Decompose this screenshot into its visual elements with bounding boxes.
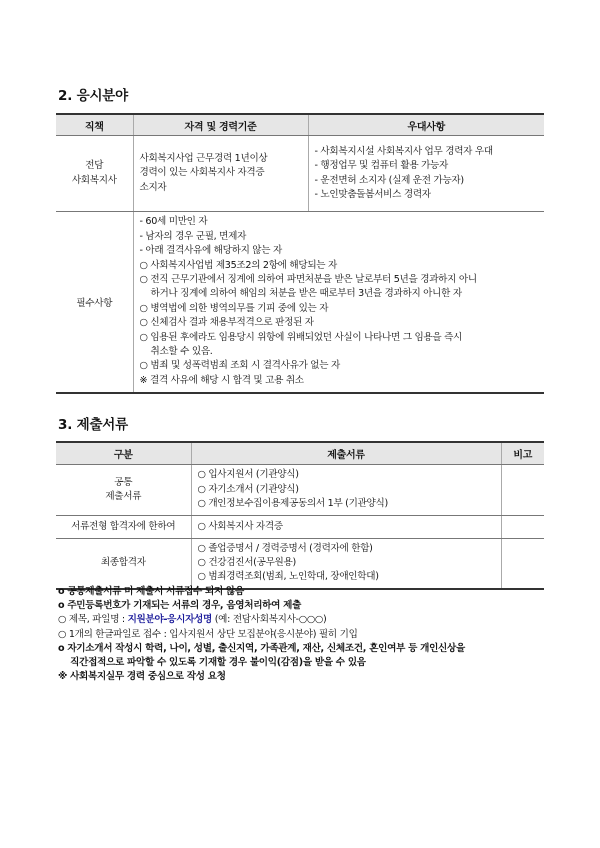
header-qualification: 자격 및 경력기준	[133, 114, 308, 136]
category-cell: 공통 제출서류	[56, 465, 191, 516]
remarks-cell	[501, 539, 544, 589]
category-cell: 서류전형 합격자에 한하여	[56, 516, 191, 539]
header-preferred: 우대사항	[308, 114, 544, 136]
note-line: o 자기소개서 작성시 학력, 나이, 성별, 출신지역, 가족관계, 재산, 신체조건, 혼인여부 등 개인신상을	[58, 642, 465, 654]
section-2-title: 2. 응시분야	[58, 88, 128, 104]
notes-block	[58, 585, 465, 684]
documents-table	[56, 441, 544, 590]
preferred-cell: - 사회복지시설 사회복지사 업무 경력자 우대 - 행정업무 및 컴퓨터 활용 가능자 - 운전면허 소지자 (실제 운전 가능자) - 노인맞춤돌봄서비스 경력자	[308, 136, 544, 212]
table-header-row	[56, 442, 544, 465]
header-documents: 제출서류	[191, 442, 501, 465]
table-row	[56, 465, 544, 516]
documents-cell: ○ 입사지원서 (기관양식) ○ 자기소개서 (기관양식) ○ 개인정보수집이용제공동의서 1부 (기관양식)	[191, 465, 501, 516]
remarks-cell	[501, 516, 544, 539]
table-header-row	[56, 114, 544, 136]
position-cell: 전담 사회복지사	[56, 136, 133, 212]
qualification-cell: 사회복지사업 근무경력 1년이상 경력이 있는 사회복지사 자격증 소지자	[133, 136, 308, 212]
section-3-title: 3. 제출서류	[58, 417, 128, 433]
application-field-table	[56, 113, 544, 394]
category-cell: 최종합격자	[56, 539, 191, 589]
note-line: o 공통제출서류 미 제출시 서류접수 되지 않음	[58, 586, 244, 597]
requirements-label: 필수사항	[56, 212, 133, 393]
table-row	[56, 539, 544, 589]
note-line: 직간접적으로 파악할 수 있도록 기재할 경우 불이익(감점)을 받을 수 있음	[58, 657, 366, 669]
documents-cell: ○ 사회복지사 자격증	[191, 516, 501, 539]
note-line: o 주민등록번호가 기재되는 서류의 경우, 음영처리하여 제출	[58, 600, 302, 612]
note-line: ○ 1개의 한글파일로 접수 : 입사지원서 상단 모집분야(응시분야) 필히 기입	[58, 628, 358, 640]
header-position: 직책	[56, 114, 133, 136]
requirements-cell: - 60세 미만인 자 - 남자의 경우 군필, 면제자 - 아래 결격사유에 해당하지 않는 자 ○ 사회복지사업법 제35조2의 2항에 해당되는 자 ○ 전직 근무기관에서 징계에 의하여 파면처분을 받은 날로부터 5년을 경과하지 아니 하거나 징계에 의하여 해임의 처분을 받은 때로부터 3년을 경과하지 아니한 자 ○ 병역법에 의한 병역의무를 기피 중에 있는 자 ○ 신체검사 결과 채용부적격으로 판정된 자 ○ 임용된 후에라도 임용당시 위항에 위배되었던 사실이 나타나면 그 임용을 즉시 취소할 수 있음. ○ 범죄 및 성폭력범죄 조회 시 결격사유가 없는 자 ※ 결격 사유에 해당 시 합격 및 고용 취소	[133, 212, 544, 393]
note-line: ※ 사회복지실무 경력 중심으로 작성 요청	[58, 671, 226, 683]
table-row	[56, 136, 544, 212]
header-remarks: 비고	[501, 442, 544, 465]
header-category: 구분	[56, 442, 191, 465]
remarks-cell	[501, 465, 544, 516]
table-row	[56, 212, 544, 393]
note-line: ○ 제목, 파일명 : 지원분야-응시자성명 (예: 전담사회복지사-○○○)	[58, 614, 327, 626]
documents-cell: ○ 졸업증명서 / 경력증명서 (경력자에 한함) ○ 건강검진서(공무원용) ○ 범죄경력조회(범죄, 노인학대, 장애인학대)	[191, 539, 501, 589]
table-row	[56, 516, 544, 539]
